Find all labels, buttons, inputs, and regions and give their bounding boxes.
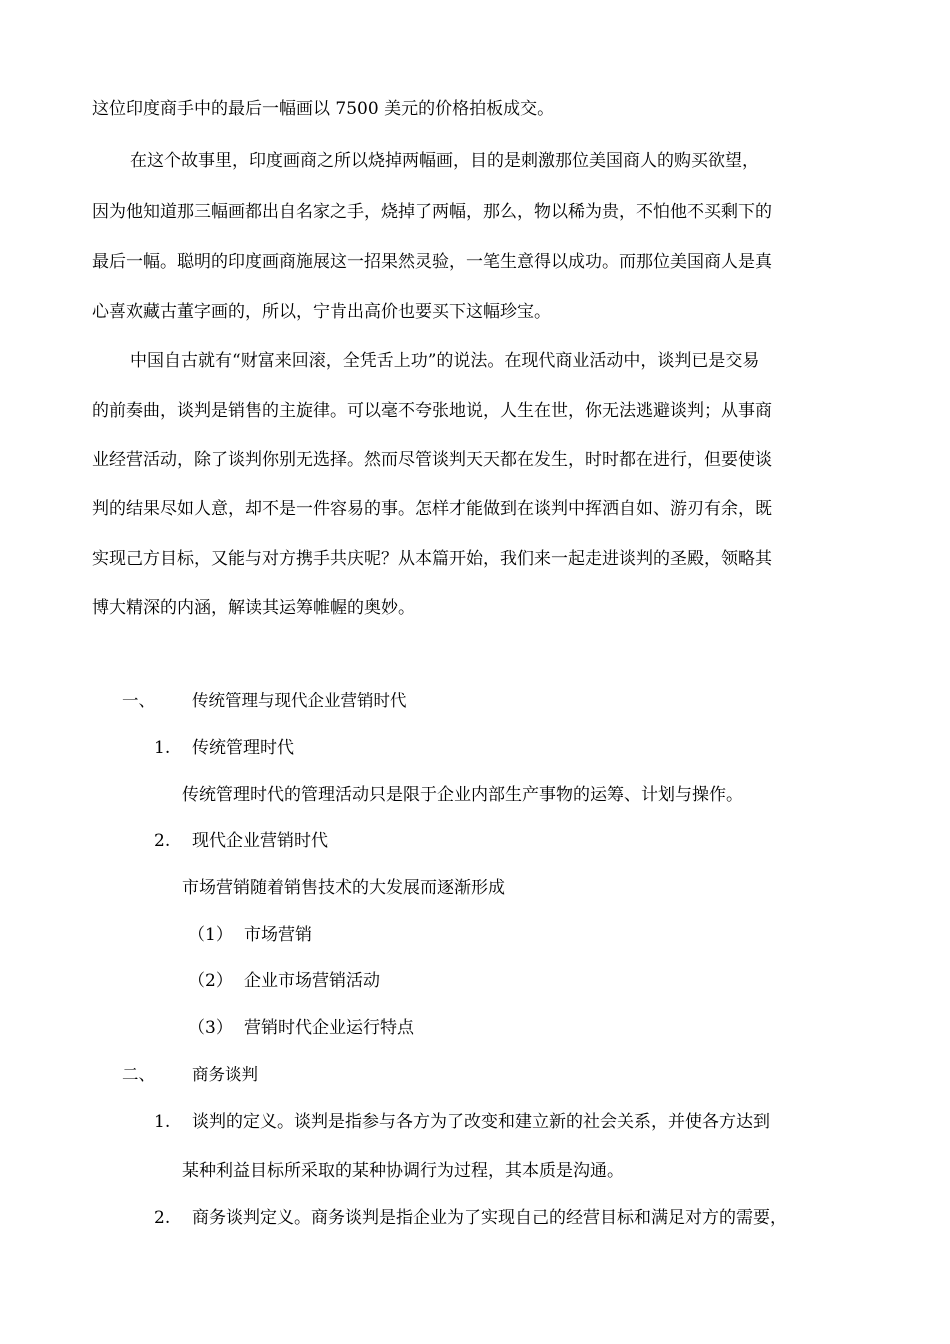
section-heading [122,690,407,712]
sub-list-number: （1） [188,925,233,945]
sub-list-label: 企业市场营销活动 [244,971,380,991]
list-item-text: 谈判的定义。谈判是指参与各方为了改变和建立新的社会关系，并使各方达到 [192,1112,770,1132]
sub-list-item [188,1017,414,1039]
section-number: 二、 [122,1065,155,1084]
sub-list-item [188,970,380,992]
section-number: 一、 [122,691,155,710]
sub-list-number: （2） [188,971,233,991]
sub-list-number: （3） [188,1018,233,1038]
list-item-number: 2. [154,1208,171,1228]
list-item-title [154,1207,787,1229]
paragraph-line: 在这个故事里，印度画商之所以烧掉两幅画，目的是刺激那位美国商人的购买欲望， [130,151,759,171]
section-title: 商务谈判 [192,1065,258,1084]
paragraph-line: 判的结果尽如人意，却不是一件容易的事。怎样才能做到在谈判中挥洒自如、游刃有余，既 [92,499,772,519]
paragraph-line: 博大精深的内涵，解读其运筹帷幄的奥妙。 [92,598,415,618]
list-item-number: 1. [154,1112,171,1132]
section-heading [122,1064,258,1086]
paragraph-line: 因为他知道那三幅画都出自名家之手，烧掉了两幅，那么，物以稀为贵，不怕他不买剩下的 [92,202,772,222]
sub-list-item [188,924,312,946]
paragraph-line: 的前奏曲，谈判是销售的主旋律。可以毫不夸张地说，人生在世，你无法逃避谈判；从事商 [92,401,772,421]
list-item-number: 1. [154,738,171,758]
paragraph-line: 中国自古就有“财富来回滚，全凭舌上功”的说法。在现代商业活动中，谈判已是交易 [130,351,760,371]
list-item-body: 某种利益目标所采取的某种协调行为过程，其本质是沟通。 [182,1161,624,1181]
paragraph-line: 最后一幅。聪明的印度画商施展这一招果然灵验，一笔生意得以成功。而那位美国商人是真 [92,252,772,272]
list-item-label: 传统管理时代 [192,738,294,758]
section-title: 传统管理与现代企业营销时代 [192,691,407,710]
sub-list-label: 市场营销 [244,925,312,945]
paragraph-line: 这位印度商手中的最后一幅画以 7500 美元的价格拍板成交。 [92,99,555,119]
list-item-text: 商务谈判定义。商务谈判是指企业为了实现自己的经营目标和满足对方的需要， [192,1208,787,1228]
list-item-body: 市场营销随着销售技术的大发展而逐渐形成 [182,878,505,898]
list-item-body: 传统管理时代的管理活动只是限于企业内部生产事物的运筹、计划与操作。 [182,785,743,805]
sub-list-label: 营销时代企业运行特点 [244,1018,414,1038]
list-item-title [154,737,294,759]
paragraph-line: 心喜欢藏古董字画的，所以，宁肯出高价也要买下这幅珍宝。 [92,302,551,322]
list-item-title [154,1111,770,1133]
list-item-label: 现代企业营销时代 [192,831,328,851]
paragraph-line: 业经营活动，除了谈判你别无选择。然而尽管谈判天天都在发生，时时都在进行，但要使谈 [92,450,772,470]
paragraph-line: 实现己方目标，又能与对方携手共庆呢？从本篇开始，我们来一起走进谈判的圣殿，领略其 [92,549,772,569]
list-item-number: 2. [154,831,171,851]
list-item-title [154,830,328,852]
